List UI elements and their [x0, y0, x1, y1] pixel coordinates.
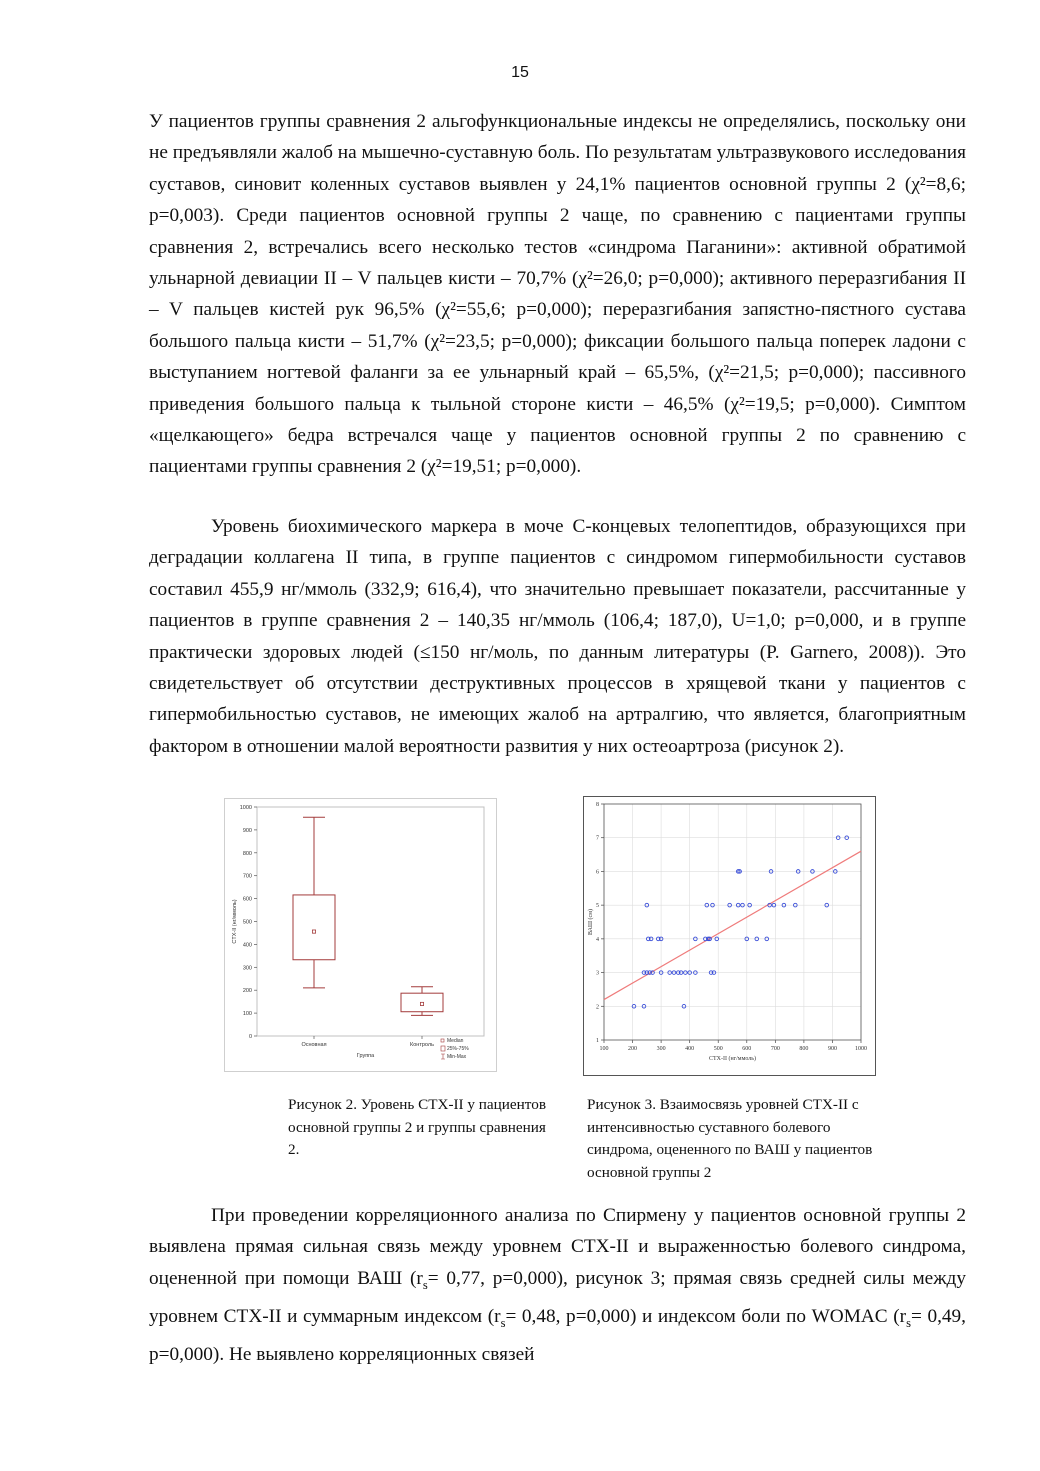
subscript-s: s	[906, 1315, 911, 1330]
y-tick-label: 100	[242, 1011, 252, 1018]
paragraph-ctx-ii-level: Уровень биохимического маркера в моче С-концевых телопептидов, образующихся при деградации коллагена II типа, в группе пациентов с синдромом гипермобильности суставов составил 455,9 нг/ммоль (332,9; 616,4), что значительно превышает показатели, рассчитанные у пациентов в группе сравнения 2 – 140,35 нг/ммоль (106,4; 187,0), U=1,0; p=0,000, и в группе практически здоровых людей (≤150 нг/моль, по данным литературы (P. Garnero, 2008)). Это свидетельствует об отсутствии деструктивных процессов в хрящевой ткани у пациентов с гипермобильностью суставов, не имеющих жалоб на артралгию, что является, благоприятным фактором в отношении малой вероятности развития у них остеоартроза (рисунок 2).	[149, 516, 966, 757]
legend-median-label: Median	[447, 1038, 464, 1044]
x-tick-label: 1000	[855, 1046, 867, 1052]
y-tick-label: 0	[248, 1034, 252, 1040]
figure-2-box-plot	[224, 798, 497, 1072]
figure-3-caption: Рисунок 3. Взаимосвязь уровней СТХ-II с интенсивностью суставного болевого синдрома, оцененного по ВАШ у пациентов основной группы 2	[587, 1096, 873, 1181]
y-tick-label: 6	[596, 869, 599, 876]
x-axis-label: Группа	[356, 1053, 375, 1059]
y-tick-label: 500	[242, 919, 252, 926]
y-axis-label: ВАШ (см)	[588, 909, 594, 935]
paragraph-correlation-part-4: = 0,49, p=0,000). Не выявлено корреляционных связей	[149, 1306, 967, 1366]
trend-line	[604, 851, 861, 999]
y-tick-label: 5	[596, 903, 599, 910]
y-tick-label: 1	[596, 1038, 599, 1044]
box-plot-chart	[225, 799, 496, 1071]
iqr-box	[293, 895, 335, 960]
y-tick-label: 900	[242, 827, 252, 834]
x-tick-label: 300	[656, 1046, 666, 1052]
subscript-s: s	[500, 1315, 506, 1330]
x-tick-label: 200	[628, 1046, 638, 1052]
y-tick-label: 800	[242, 850, 252, 857]
paragraph-correlation-part-3: = 0,48, p=0,000) и индексом боли по WOMAC (r	[505, 1306, 907, 1328]
x-tick-label: 700	[770, 1046, 780, 1052]
figure-2-caption: Рисунок 2. Уровень СТХ-II у пациентов основной группы 2 и группы сравнения 2.	[288, 1096, 547, 1158]
y-tick-label: 1000	[239, 805, 252, 811]
x-tick-label: 400	[685, 1046, 695, 1052]
x-tick-label: Основная	[301, 1042, 327, 1048]
plot-frame	[257, 807, 484, 1036]
legend-iqr-symbol	[441, 1046, 445, 1051]
y-tick-label: 700	[242, 873, 252, 880]
legend-iqr-label: 25%-75%	[447, 1046, 469, 1052]
figure-3-scatter-plot	[583, 796, 876, 1076]
y-tick-label: 600	[242, 896, 252, 903]
paragraph-syndrome-tests: У пациентов группы сравнения 2 альгофункциональные индексы не определялись, поскольку они не предъявляли жалоб на мышечно-суставную боль. По результатам ультразвукового исследования суставов, синовит коленных суставов выявлен у 24,1% пациентов основной группы 2 (χ²=8,6; p=0,003). Среди пациентов основной группы 2 чаще, по сравнению с пациентами группы сравнения 2, встречались всего несколько тестов «синдрома Паганини»: активной обратимой ульнарной девиации II – V пальцев кисти – 70,7% (χ²=26,0; p=0,000); активного переразгибания II – V пальцев кистей рук 96,5% (χ²=55,6; p=0,000); переразгибания запястно-пястного сустава большого пальца кисти – 51,7% (χ²=23,5; p=0,000); фиксации большого пальца поперек ладони с выступанием ногтевой фаланги за ее ульнарный край – 65,5%, (χ²=21,5; p=0,000); пассивного приведения большого пальца к тыльной стороне кисти – 46,5% (χ²=19,5; p=0,000). Симптом «щелкающего» бедра встречался чаще у пациентов основной группы 2 по сравнению с пациентами группы сравнения 2 (χ²=19,51; p=0,000).	[149, 111, 966, 478]
x-tick-label: 600	[742, 1046, 752, 1052]
subscript-s: s	[422, 1277, 428, 1292]
y-tick-label: 3	[596, 970, 599, 977]
scatter-plot-chart	[584, 797, 875, 1075]
x-tick-label: 500	[713, 1046, 723, 1052]
legend-minmax-symbol	[441, 1054, 445, 1059]
y-axis-label: CTX-II (нг/ммоль)	[232, 899, 238, 944]
paragraph-correlation-part-1: При проведении корреляционного анализа по Спирмену у пациентов основной группы 2 выявлена прямая сильная связь между уровнем СТХ-II и выраженностью болевого синдрома, оцененной при помощи ВАШ (r	[149, 1205, 966, 1289]
x-tick-label: 100	[599, 1046, 609, 1052]
x-axis-label: CTX-II (нг/ммоль)	[708, 1056, 757, 1062]
y-tick-label: 200	[242, 988, 252, 995]
y-tick-label: 8	[596, 802, 599, 808]
y-tick-label: 400	[242, 942, 252, 949]
page-number: 15	[511, 64, 529, 81]
y-tick-label: 300	[242, 965, 252, 972]
y-tick-label: 2	[596, 1004, 599, 1011]
x-tick-label: 800	[799, 1046, 809, 1052]
legend-median-symbol	[441, 1039, 444, 1042]
y-tick-label: 4	[596, 936, 599, 943]
x-tick-label: 900	[827, 1046, 837, 1052]
x-tick-label: Контроль	[410, 1042, 434, 1048]
paragraph-correlation-part-2: = 0,77, p=0,000), рисунок 3; прямая связь средней силы между уровнем СТХ-II и суммарным индексом (r	[149, 1267, 966, 1328]
y-tick-label: 7	[596, 835, 599, 842]
paragraph-correlation	[149, 1200, 966, 1371]
legend-minmax-label: Min-Max	[447, 1054, 467, 1060]
